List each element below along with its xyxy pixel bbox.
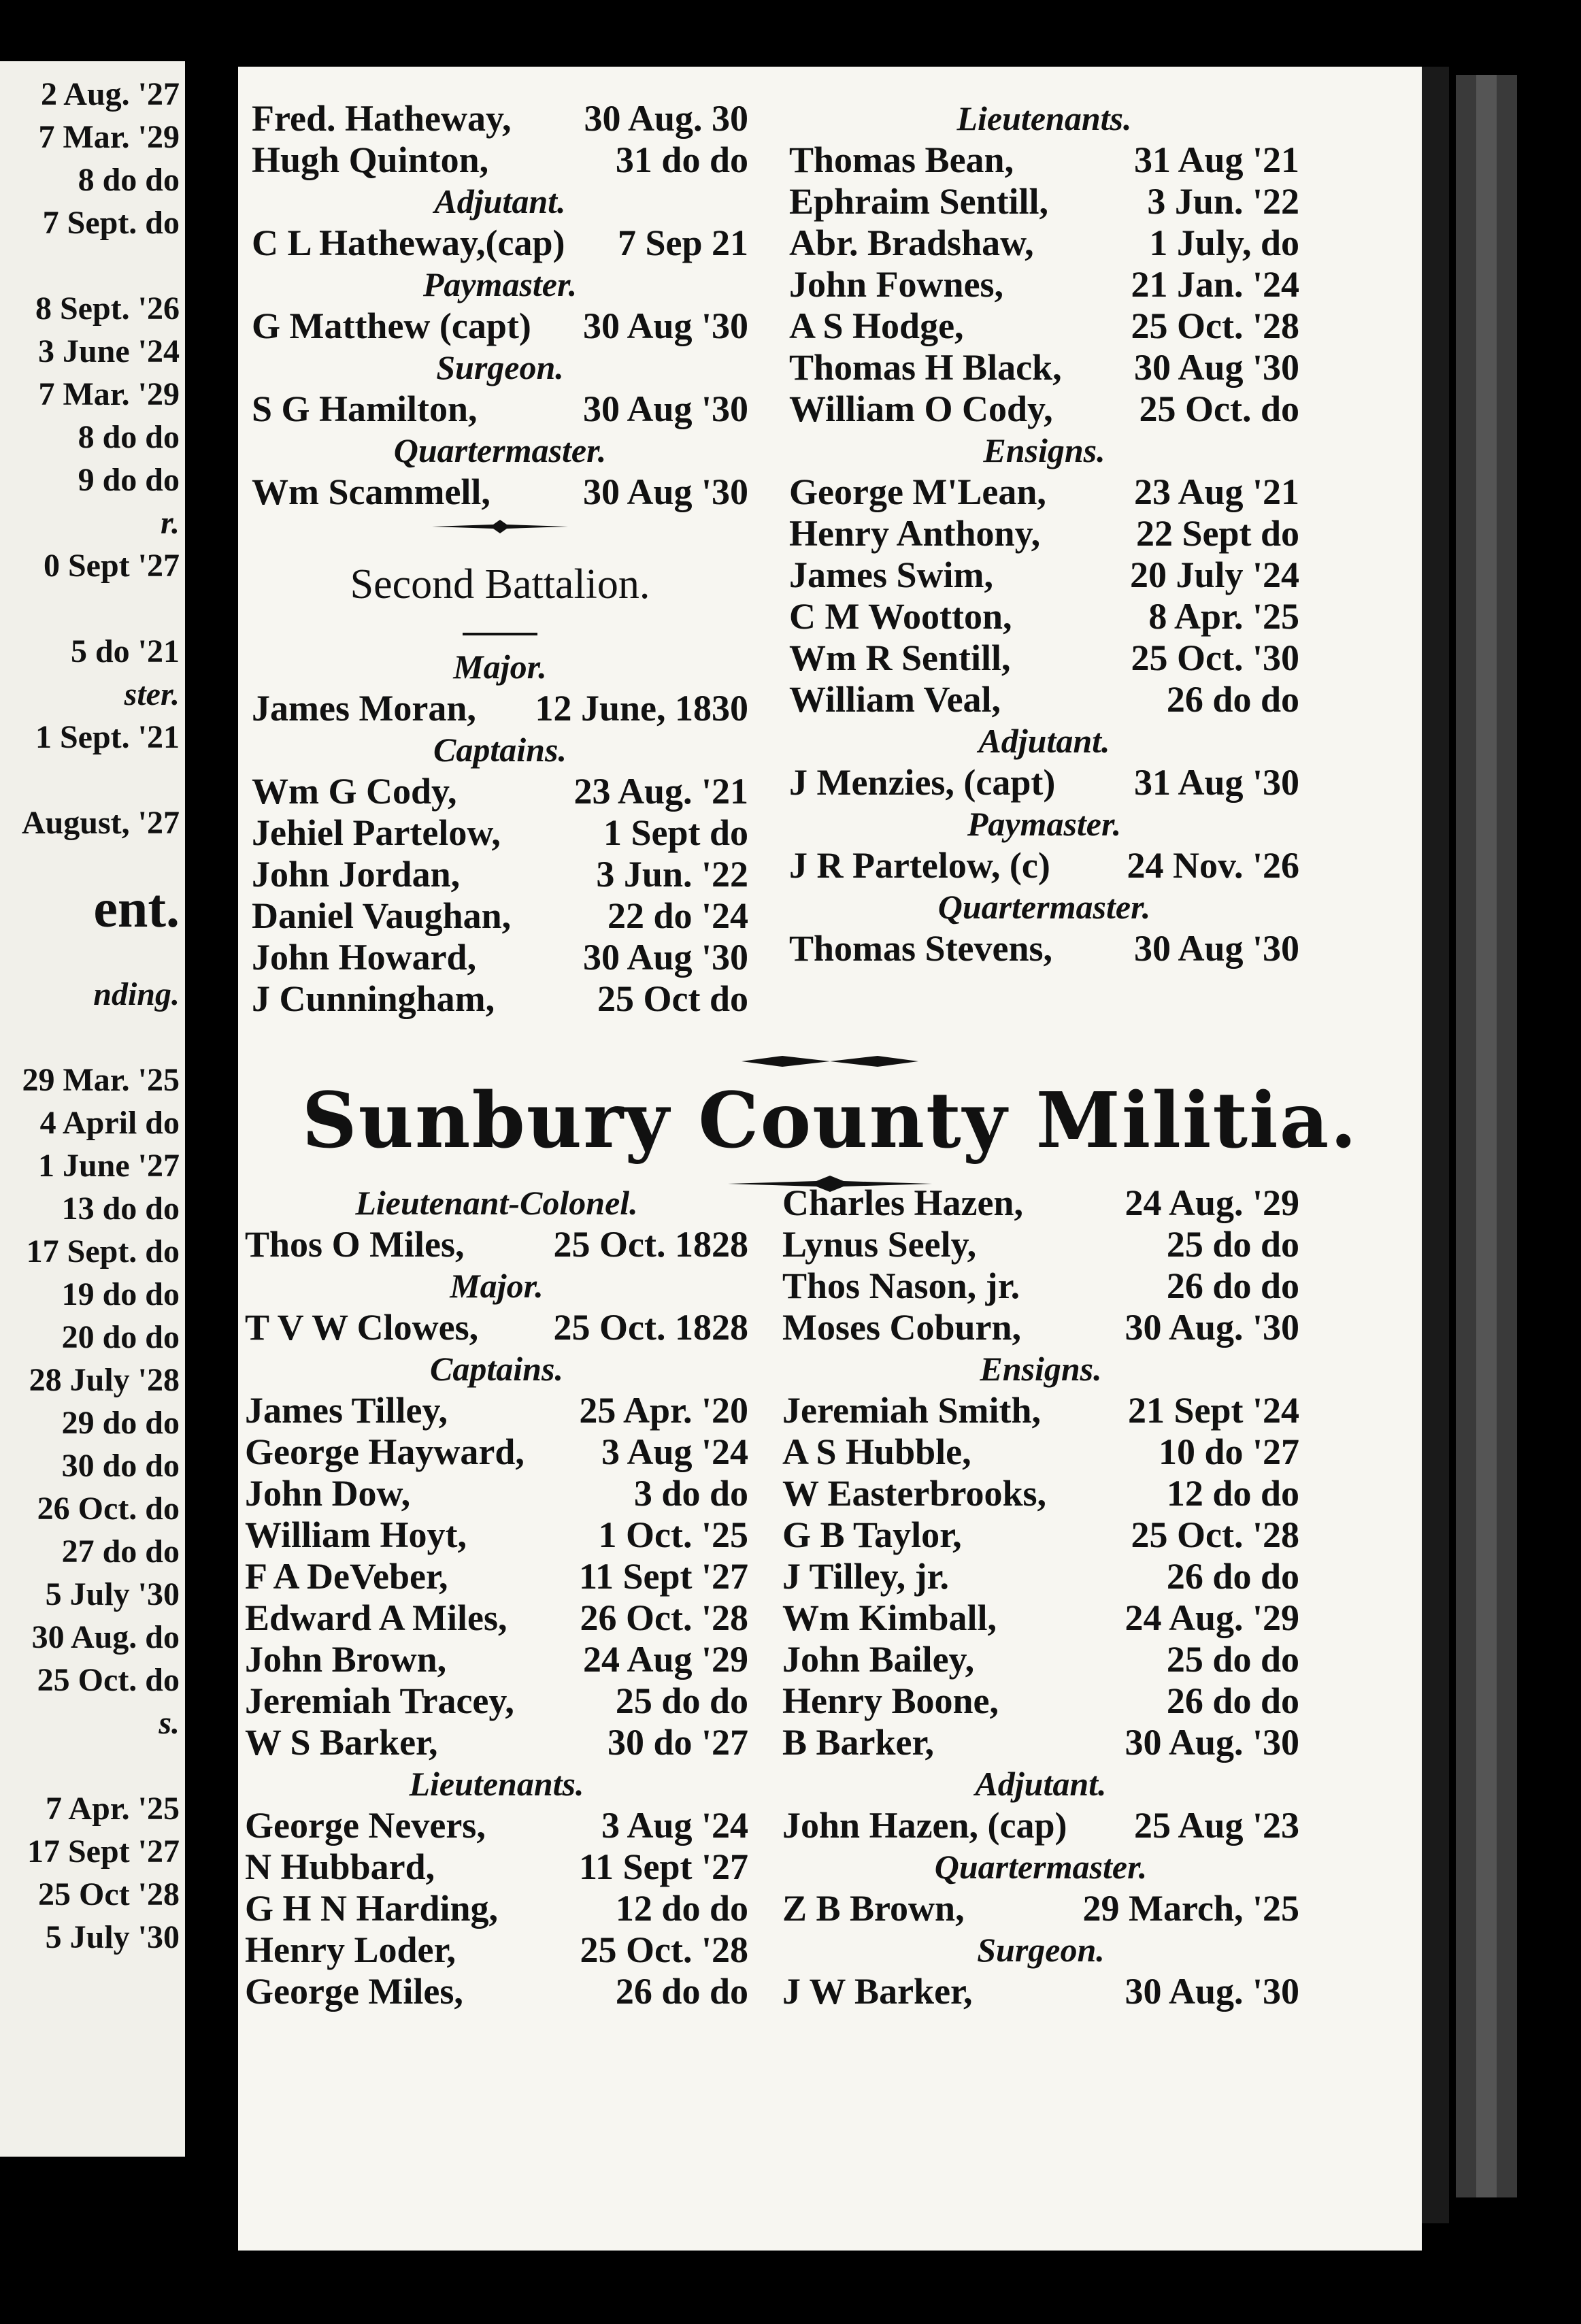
officer-name: James Moran, — [252, 688, 476, 729]
commission-date: 31 Aug '30 — [1133, 762, 1299, 803]
officer-name: A S Hubble, — [782, 1431, 971, 1472]
officer-name: George M'Lean, — [789, 471, 1046, 512]
officer-entry — [245, 1888, 748, 1929]
officer-entry — [782, 1390, 1299, 1431]
fragment-line: 9 do do — [78, 462, 180, 498]
commission-date: 30 Aug. 30 — [584, 98, 748, 139]
officer-entry — [789, 762, 1299, 803]
officer-name: George Hayward, — [245, 1431, 525, 1472]
commission-date: 21 Jan. '24 — [1131, 264, 1299, 305]
commission-date: 25 do do — [615, 1680, 748, 1721]
officer-entry — [789, 637, 1299, 679]
commission-date: 3 Aug '24 — [601, 1431, 748, 1472]
officer-entry — [245, 1597, 748, 1639]
commission-date: 1 Oct. '25 — [598, 1514, 748, 1555]
section-rule — [252, 622, 748, 646]
officer-name: Thomas Bean, — [789, 139, 1014, 180]
commission-date: 22 Sept do — [1135, 513, 1299, 554]
officer-name: John Hazen, (cap) — [782, 1805, 1067, 1846]
officer-name: J Tilley, jr. — [782, 1556, 950, 1597]
officer-name: Lynus Seely, — [782, 1224, 977, 1265]
officer-name: N Hubbard, — [245, 1846, 435, 1887]
left-page-fragment — [0, 61, 185, 2157]
commission-date: 3 Aug '24 — [601, 1805, 748, 1846]
rank-heading: Lieutenants. — [409, 1765, 584, 1803]
rank-heading: Paymaster. — [967, 805, 1122, 843]
rank-heading: Ensigns. — [980, 1350, 1102, 1388]
officer-name: A S Hodge, — [789, 305, 964, 346]
commission-date: 12 do do — [615, 1888, 748, 1929]
officer-entry — [245, 1929, 748, 1971]
rank-heading: Surgeon. — [436, 348, 564, 386]
officer-entry — [789, 845, 1299, 886]
officer-entry — [252, 937, 748, 978]
officer-entry — [789, 928, 1299, 969]
commission-date: 30 Aug '30 — [582, 471, 748, 512]
commission-date: 30 Aug. '30 — [1125, 1971, 1299, 2012]
commission-date: 26 do do — [1166, 1265, 1299, 1306]
officer-name: J R Partelow, (c) — [789, 845, 1050, 886]
officer-name: J Cunningham, — [252, 978, 495, 1019]
commission-date: 30 Aug '30 — [1133, 347, 1299, 388]
fragment-line: 5 do '21 — [70, 633, 180, 669]
officer-entry — [252, 812, 748, 854]
officer-name: C L Hatheway,(cap) — [252, 222, 565, 263]
rank-heading: Adjutant. — [978, 722, 1110, 760]
fragment-line: 1 June '27 — [37, 1148, 180, 1184]
fragment-line: 30 Aug. do — [31, 1619, 180, 1655]
commission-date: 20 July '24 — [1129, 554, 1299, 595]
commission-date: 26 Oct. '28 — [580, 1597, 748, 1638]
rank-heading: Lieutenants. — [956, 99, 1132, 137]
page-gutter — [185, 61, 238, 2157]
commission-date: 1 Sept do — [603, 812, 748, 853]
fragment-line: 17 Sept '27 — [27, 1833, 180, 1870]
officer-entry — [245, 1680, 748, 1722]
commission-date: 25 Oct. '30 — [1131, 637, 1299, 678]
officer-entry — [789, 554, 1299, 596]
rank-heading: Quartermaster. — [393, 431, 607, 469]
officer-entry — [782, 1888, 1299, 1929]
officer-name: James Swim, — [789, 554, 993, 595]
officer-name: G Matthew (capt) — [252, 305, 531, 346]
fragment-line: 29 do do — [61, 1405, 180, 1441]
officer-entry — [789, 596, 1299, 637]
officer-name: Thomas H Black, — [789, 347, 1062, 388]
officer-name: Moses Coburn, — [782, 1307, 1022, 1348]
officer-name: John Dow, — [245, 1473, 411, 1514]
officer-name: James Tilley, — [245, 1390, 448, 1431]
commission-date: 3 do do — [633, 1473, 748, 1514]
officer-entry — [789, 679, 1299, 720]
officer-entry — [252, 305, 748, 347]
commission-date: 12 do do — [1166, 1473, 1299, 1514]
fragment-line: 8 do do — [78, 162, 180, 198]
fragment-line: 19 do do — [61, 1276, 180, 1312]
officer-entry — [245, 1805, 748, 1846]
commission-date: 26 do do — [615, 1971, 748, 2012]
commission-date: 29 March, '25 — [1082, 1888, 1299, 1929]
book-spine-highlight — [1476, 75, 1497, 2197]
officer-entry — [245, 1514, 748, 1556]
commission-date: 24 Aug. '29 — [1125, 1597, 1299, 1638]
officer-name: George Nevers, — [245, 1805, 486, 1846]
officer-entry — [782, 1431, 1299, 1473]
fragment-line: ent. — [93, 879, 180, 939]
officer-entry — [245, 1639, 748, 1680]
commission-date: 31 Aug '21 — [1133, 139, 1299, 180]
officer-entry — [252, 895, 748, 937]
fragment-line: August, '27 — [21, 805, 180, 841]
fragment-line: 13 do do — [61, 1191, 180, 1227]
county-heading — [238, 1046, 1422, 1196]
fragment-line: 7 Mar. '29 — [38, 376, 180, 412]
fragment-line: 7 Mar. '29 — [38, 119, 180, 155]
fragment-line: 17 Sept. do — [26, 1233, 180, 1269]
commission-date: 8 Apr. '25 — [1148, 596, 1299, 637]
rank-heading: Quartermaster. — [934, 1848, 1148, 1886]
officer-entry — [789, 513, 1299, 554]
rank-heading: Surgeon. — [977, 1931, 1105, 1969]
officer-name: F A DeVeber, — [245, 1556, 448, 1597]
officer-entry — [245, 1390, 748, 1431]
officer-entry — [252, 98, 748, 139]
commission-date: 3 Jun. '22 — [1147, 181, 1299, 222]
ornament-top — [238, 1046, 1422, 1074]
fragment-line: 20 do do — [61, 1319, 180, 1355]
officer-entry — [782, 1639, 1299, 1680]
officer-name: William Veal, — [789, 679, 1001, 720]
commission-date: 22 do '24 — [607, 895, 748, 936]
fragment-line: 4 April do — [39, 1105, 180, 1141]
rank-heading: Lieutenant-Colonel. — [355, 1184, 638, 1222]
fragment-line: 25 Oct '28 — [38, 1876, 180, 1912]
officer-name: Charles Hazen, — [782, 1182, 1023, 1223]
commission-date: 30 Aug. '30 — [1125, 1307, 1299, 1348]
commission-date: 30 Aug '30 — [582, 388, 748, 429]
officer-entry — [245, 1307, 748, 1348]
officer-entry — [782, 1805, 1299, 1846]
officer-entry — [782, 1307, 1299, 1348]
officer-name: J Menzies, (capt) — [789, 762, 1056, 803]
fragment-line: 3 June '24 — [37, 333, 180, 369]
rank-heading: Adjutant. — [975, 1765, 1107, 1803]
officer-entry — [252, 978, 748, 1020]
officer-entry — [252, 222, 748, 264]
officer-name: Abr. Bradshaw, — [789, 222, 1034, 263]
column-second-battalion-officers — [789, 98, 1299, 969]
officer-name: Thos O Miles, — [245, 1224, 465, 1265]
officer-name: S G Hamilton, — [252, 388, 478, 429]
commission-date: 25 do do — [1166, 1224, 1299, 1265]
rank-heading: Adjutant. — [434, 182, 566, 220]
officer-name: Thomas Stevens, — [789, 928, 1053, 969]
commission-date: 24 Nov. '26 — [1127, 845, 1299, 886]
commission-date: 26 do do — [1166, 679, 1299, 720]
officer-name: Wm R Sentill, — [789, 637, 1011, 678]
column-sunbury-officers-continued — [782, 1182, 1299, 2012]
commission-date: 24 Aug '29 — [582, 1639, 748, 1680]
commission-date: 25 Apr. '20 — [579, 1390, 748, 1431]
officer-name: B Barker, — [782, 1722, 935, 1763]
commission-date: 12 June, 1830 — [535, 688, 748, 729]
officer-name: W Easterbrooks, — [782, 1473, 1047, 1514]
commission-date: 31 do do — [615, 139, 748, 180]
officer-name: Thos Nason, jr. — [782, 1265, 1020, 1306]
officer-entry — [789, 222, 1299, 264]
main-page — [238, 67, 1422, 2251]
column-first-battalion-end — [252, 98, 748, 1020]
fragment-line: nding. — [93, 976, 180, 1012]
commission-date: 11 Sept '27 — [578, 1556, 748, 1597]
officer-entry — [245, 1722, 748, 1763]
officer-entry — [789, 139, 1299, 181]
commission-date: 25 Oct do — [597, 978, 748, 1019]
commission-date: 26 do do — [1166, 1556, 1299, 1597]
fragment-line: 0 Sept '27 — [43, 548, 180, 584]
fragment-line: 28 July '28 — [29, 1362, 180, 1398]
officer-name: John Fownes, — [789, 264, 1004, 305]
commission-date: 30 do '27 — [607, 1722, 748, 1763]
fragment-line: r. — [160, 505, 180, 541]
officer-entry — [252, 139, 748, 181]
officer-entry — [252, 471, 748, 513]
officer-name: Jeremiah Tracey, — [245, 1680, 514, 1721]
officer-name: Wm G Cody, — [252, 771, 457, 812]
commission-date: 25 Oct. '28 — [580, 1929, 748, 1970]
fragment-line: 26 Oct. do — [37, 1491, 180, 1527]
section-ornament — [252, 513, 748, 547]
officer-name: Fred. Hatheway, — [252, 98, 512, 139]
officer-entry — [252, 771, 748, 812]
officer-entry — [252, 388, 748, 430]
officer-name: Edward A Miles, — [245, 1597, 507, 1638]
commission-date: 3 Jun. '22 — [596, 854, 748, 895]
commission-date: 30 Aug '30 — [1133, 928, 1299, 969]
fragment-line: 30 do do — [61, 1448, 180, 1484]
officer-name: John Jordan, — [252, 854, 461, 895]
officer-name: Henry Loder, — [245, 1929, 456, 1970]
officer-name: G H N Harding, — [245, 1888, 499, 1929]
officer-name: Z B Brown, — [782, 1888, 965, 1929]
officer-name: C M Wootton, — [789, 596, 1012, 637]
officer-entry — [782, 1182, 1299, 1224]
officer-entry — [789, 264, 1299, 305]
officer-entry — [245, 1224, 748, 1265]
commission-date: 25 do do — [1166, 1639, 1299, 1680]
officer-entry — [782, 1265, 1299, 1307]
fragment-line: s. — [159, 1705, 180, 1741]
fragment-line: 8 do do — [78, 419, 180, 455]
officer-name: John Brown, — [245, 1639, 447, 1680]
officer-name: John Howard, — [252, 937, 477, 978]
officer-name: Wm Kimball, — [782, 1597, 997, 1638]
officer-entry — [789, 388, 1299, 430]
commission-date: 25 Oct. '28 — [1131, 1514, 1299, 1555]
officer-entry — [782, 1971, 1299, 2012]
officer-entry — [789, 471, 1299, 513]
rank-heading: Quartermaster. — [937, 888, 1151, 926]
rank-heading: Paymaster. — [422, 265, 578, 303]
officer-entry — [252, 688, 748, 729]
officer-entry — [245, 1846, 748, 1888]
officer-name: Daniel Vaughan, — [252, 895, 512, 936]
commission-date: 25 Oct. do — [1139, 388, 1299, 429]
officer-name: John Bailey, — [782, 1639, 975, 1680]
fragment-line: 29 Mar. '25 — [22, 1062, 180, 1098]
officer-entry — [245, 1971, 748, 2012]
commission-date: 1 July, do — [1149, 222, 1299, 263]
officer-name: W S Barker, — [245, 1722, 438, 1763]
officer-name: Jehiel Partelow, — [252, 812, 501, 853]
officer-name: J W Barker, — [782, 1971, 973, 2012]
officer-name: William O Cody, — [789, 388, 1053, 429]
officer-entry — [782, 1224, 1299, 1265]
officer-name: Henry Boone, — [782, 1680, 999, 1721]
officer-entry — [782, 1473, 1299, 1514]
officer-entry — [245, 1556, 748, 1597]
fragment-line: 5 July '30 — [45, 1576, 180, 1612]
fragment-line: 27 do do — [61, 1533, 180, 1570]
officer-entry — [782, 1722, 1299, 1763]
officer-entry — [245, 1431, 748, 1473]
officer-name: William Hoyt, — [245, 1514, 467, 1555]
officer-entry — [782, 1514, 1299, 1556]
commission-date: 25 Aug '23 — [1133, 1805, 1299, 1846]
section-title: Second Battalion. — [350, 561, 650, 608]
county-title: Sunbury County Militia. — [301, 1076, 1359, 1165]
commission-date: 25 Oct. '28 — [1131, 305, 1299, 346]
officer-entry — [789, 305, 1299, 347]
commission-date: 30 Aug '30 — [582, 305, 748, 346]
commission-date: 21 Sept '24 — [1127, 1390, 1299, 1431]
commission-date: 26 do do — [1166, 1680, 1299, 1721]
officer-name: Henry Anthony, — [789, 513, 1041, 554]
officer-name: T V W Clowes, — [245, 1307, 479, 1348]
officer-name: George Miles, — [245, 1971, 463, 2012]
page-edge — [1422, 67, 1449, 2223]
column-sunbury-officers — [245, 1182, 748, 2012]
rank-heading: Captains. — [433, 731, 567, 769]
commission-date: 30 Aug. '30 — [1125, 1722, 1299, 1763]
rank-heading: Ensigns. — [983, 431, 1105, 469]
rank-heading: Major. — [450, 1267, 544, 1305]
officer-entry — [252, 854, 748, 895]
officer-entry — [789, 181, 1299, 222]
fragment-line: 8 Sept. '26 — [35, 290, 180, 327]
commission-date: 25 Oct. 1828 — [553, 1224, 748, 1265]
officer-entry — [789, 347, 1299, 388]
commission-date: 30 Aug '30 — [582, 937, 748, 978]
commission-date: 11 Sept '27 — [578, 1846, 748, 1887]
commission-date: 7 Sep 21 — [617, 222, 748, 263]
fragment-line: ster. — [124, 676, 180, 712]
officer-name: G B Taylor, — [782, 1514, 962, 1555]
fragment-line: 5 July '30 — [45, 1919, 180, 1955]
officer-entry — [782, 1556, 1299, 1597]
officer-entry — [782, 1680, 1299, 1722]
fragment-line: 7 Apr. '25 — [46, 1791, 180, 1827]
officer-entry — [782, 1597, 1299, 1639]
commission-date: 25 Oct. 1828 — [553, 1307, 748, 1348]
fragment-line: 7 Sept. do — [42, 205, 180, 241]
commission-date: 10 do '27 — [1158, 1431, 1299, 1472]
fragment-line: 2 Aug. '27 — [40, 76, 180, 112]
fragment-line: 25 Oct. do — [37, 1662, 180, 1698]
officer-name: Jeremiah Smith, — [782, 1390, 1041, 1431]
rank-heading: Major. — [453, 648, 547, 686]
officer-name: Wm Scammell, — [252, 471, 490, 512]
commission-date: 23 Aug '21 — [1133, 471, 1299, 512]
fragment-line: 1 Sept. '21 — [35, 719, 180, 755]
commission-date: 24 Aug. '29 — [1125, 1182, 1299, 1223]
rank-heading: Captains. — [430, 1350, 563, 1388]
commission-date: 23 Aug. '21 — [573, 771, 748, 812]
officer-name: Ephraim Sentill, — [789, 181, 1049, 222]
officer-name: Hugh Quinton, — [252, 139, 489, 180]
officer-entry — [245, 1473, 748, 1514]
